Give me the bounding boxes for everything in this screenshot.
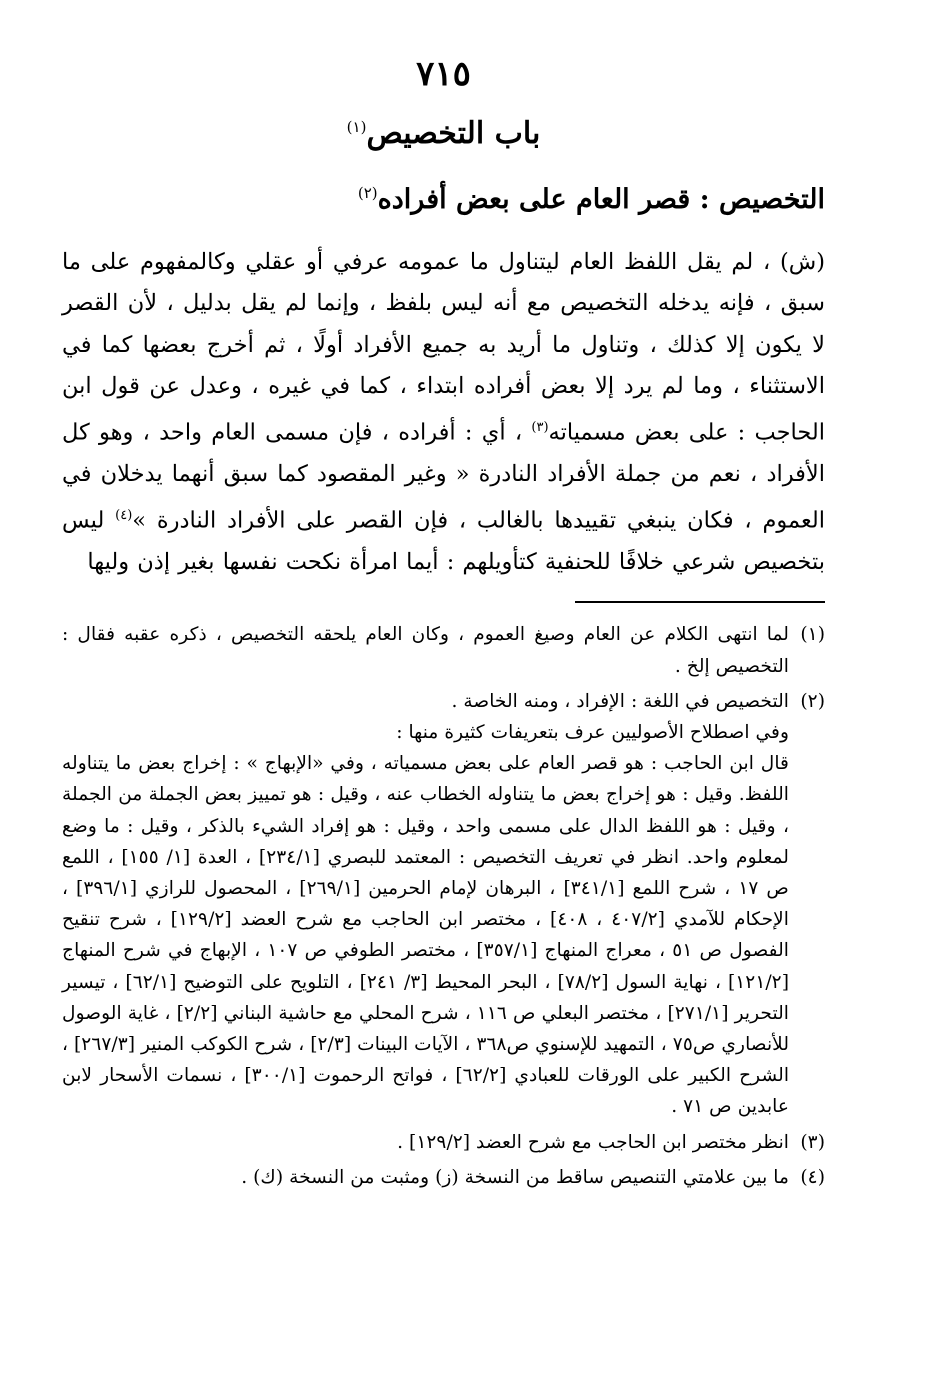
definition-text: التخصيص : قصر العام على بعض أفراده — [377, 184, 825, 215]
definition-heading — [62, 171, 825, 222]
footnote-body — [62, 1162, 789, 1193]
chapter-title — [62, 104, 825, 157]
footnote-body — [62, 686, 789, 1123]
footnote-3 — [62, 1127, 825, 1158]
footnote-number: (٤) — [800, 1166, 825, 1188]
footnote-paragraph: قال ابن الحاجب : هو قصر العام على بعض مسمياته ، وفي «الإبهاج » : إخراج بعض ما يتناوله اللفظ. وقيل : هو إخراج بعض ما يتناوله الخطاب عنه ، وقيل : هو تمييز بعض الجملة من الجملة ، وقيل : هو اللفظ الدال على مسمى واحد ، وقيل : هو إفراد الشيء بالذكر ، وقيل : ما وضع لمعلوم واحد. انظر في تعريف التخصيص : المعتمد للبصري [٢٣٤/١] ، العدة [١/ ١٥٥] ، اللمع ص ١٧ ، شرح اللمع [٣٤١/١] ، البرهان لإمام الحرمين [٢٦٩/١] ، المحصول للرازي [٣٩٦/١] ، الإحكام للآمدي [٤٠٧/٢ ، ٤٠٨] ، مختصر ابن الحاجب مع شرح العضد [١٢٩/٢] ، شرح تنقيح الفصول ص ٥١ ، معراج المنهاج [٣٥٧/١] ، مختصر الطوفي ص ١٠٧ ، الإبهاج في شرح المنهاج [١٢١/٢] ، نهاية السول [٧٨/٢] ، البحر المحيط [٣/ ٢٤١] ، التلويح على التوضيح [٦٢/١] ، تيسير التحرير [٢٧١/١] ، مختصر البعلي ص ١١٦ ، شرح المحلي مع حاشية البناني [٢/٢] ، غاية الوصول للأنصاري ص٧٥ ، التمهيد للإسنوي ص٣٦٨ ، الآيات البينات [٢/٣] ، شرح الكوكب المنير [٢٦٧/٣] ، الشرح الكبير على الورقات للعبادي [٦٢/٢] ، فواتح الرحموت [٣٠٠/١] ، نسمات الأسحار لابن عابدين ص ٧١ . — [62, 753, 790, 1118]
footnote-marker-4: (٤) — [115, 508, 133, 524]
footnotes — [62, 619, 825, 1193]
footnote-separator — [575, 601, 825, 603]
book-page — [0, 50, 937, 1388]
commentary-paragraph — [62, 242, 825, 583]
commentary-part-1: (ش) ، لم يقل اللفظ العام ليتناول ما عمومه عرفي أو عقلي وكالمفهوم على ما سبق ، فإنه يدخله التخصيص مع أنه ليس بلفظ ، وإنما لم يقل بدليل ، لأن القصر لا يكون إلا كذلك ، وتناول ما أريد به جميع الأفراد أولًا ، ثم أخرج بعضها كما في الاستثناء ، وما لم يرد إلا بعض أفراده ابتداء ، كما في غيره ، وعدل عن قول ابن الحاجب : على بعض مسمياته — [62, 249, 825, 446]
footnote-number: (١) — [800, 624, 825, 646]
footnote-body — [62, 619, 789, 681]
footnote-paragraph: لما انتهى الكلام عن العام وصيغ العموم ، وكان العام يلحقه التخصيص ، ذكره عقبه فقال : التخصيص إلخ . — [62, 624, 789, 677]
footnote-4 — [62, 1162, 825, 1193]
page-number: ٧١٥ — [416, 54, 471, 94]
commentary-part-2: ، أي : أفراده ، فإن مسمى العام واحد ، وهو كل الأفراد ، نعم من جملة الأفراد النادرة « وغير المقصود كما سبق أنهما يدخلان في العموم ، فكان ينبغي تقييدها بالغالب ، فإن القصر على الأفراد النادرة » — [62, 419, 825, 534]
footnote-paragraph: التخصيص في اللغة : الإفراد ، ومنه الخاصة . — [451, 690, 789, 712]
footnote-1 — [62, 619, 825, 681]
footnote-marker-3: (٣) — [531, 420, 549, 436]
commentary-part-3: ليس بتخصيص شرعي خلافًا للحنفية كتأويلهم : أيما امرأة نكحت نفسها بغير إذن وليها — [62, 507, 825, 576]
chapter-title-text: باب التخصيص — [366, 116, 541, 151]
footnote-number: (٣) — [800, 1131, 825, 1153]
footnote-marker-2: (٢) — [357, 184, 378, 202]
footnote-body — [62, 1127, 789, 1158]
footnote-2 — [62, 686, 825, 1123]
footnote-number: (٢) — [800, 690, 825, 712]
footnote-paragraph: ما بين علامتي التنصيص ساقط من النسخة (ز) ومثبت من النسخة (ك) . — [241, 1166, 789, 1188]
footnote-paragraph: وفي اصطلاح الأصوليين عرف بتعريفات كثيرة منها : — [396, 721, 789, 743]
footnote-marker-1: (١) — [346, 118, 367, 136]
footnote-paragraph: انظر مختصر ابن الحاجب مع شرح العضد [١٢٩/٢] . — [397, 1131, 789, 1153]
